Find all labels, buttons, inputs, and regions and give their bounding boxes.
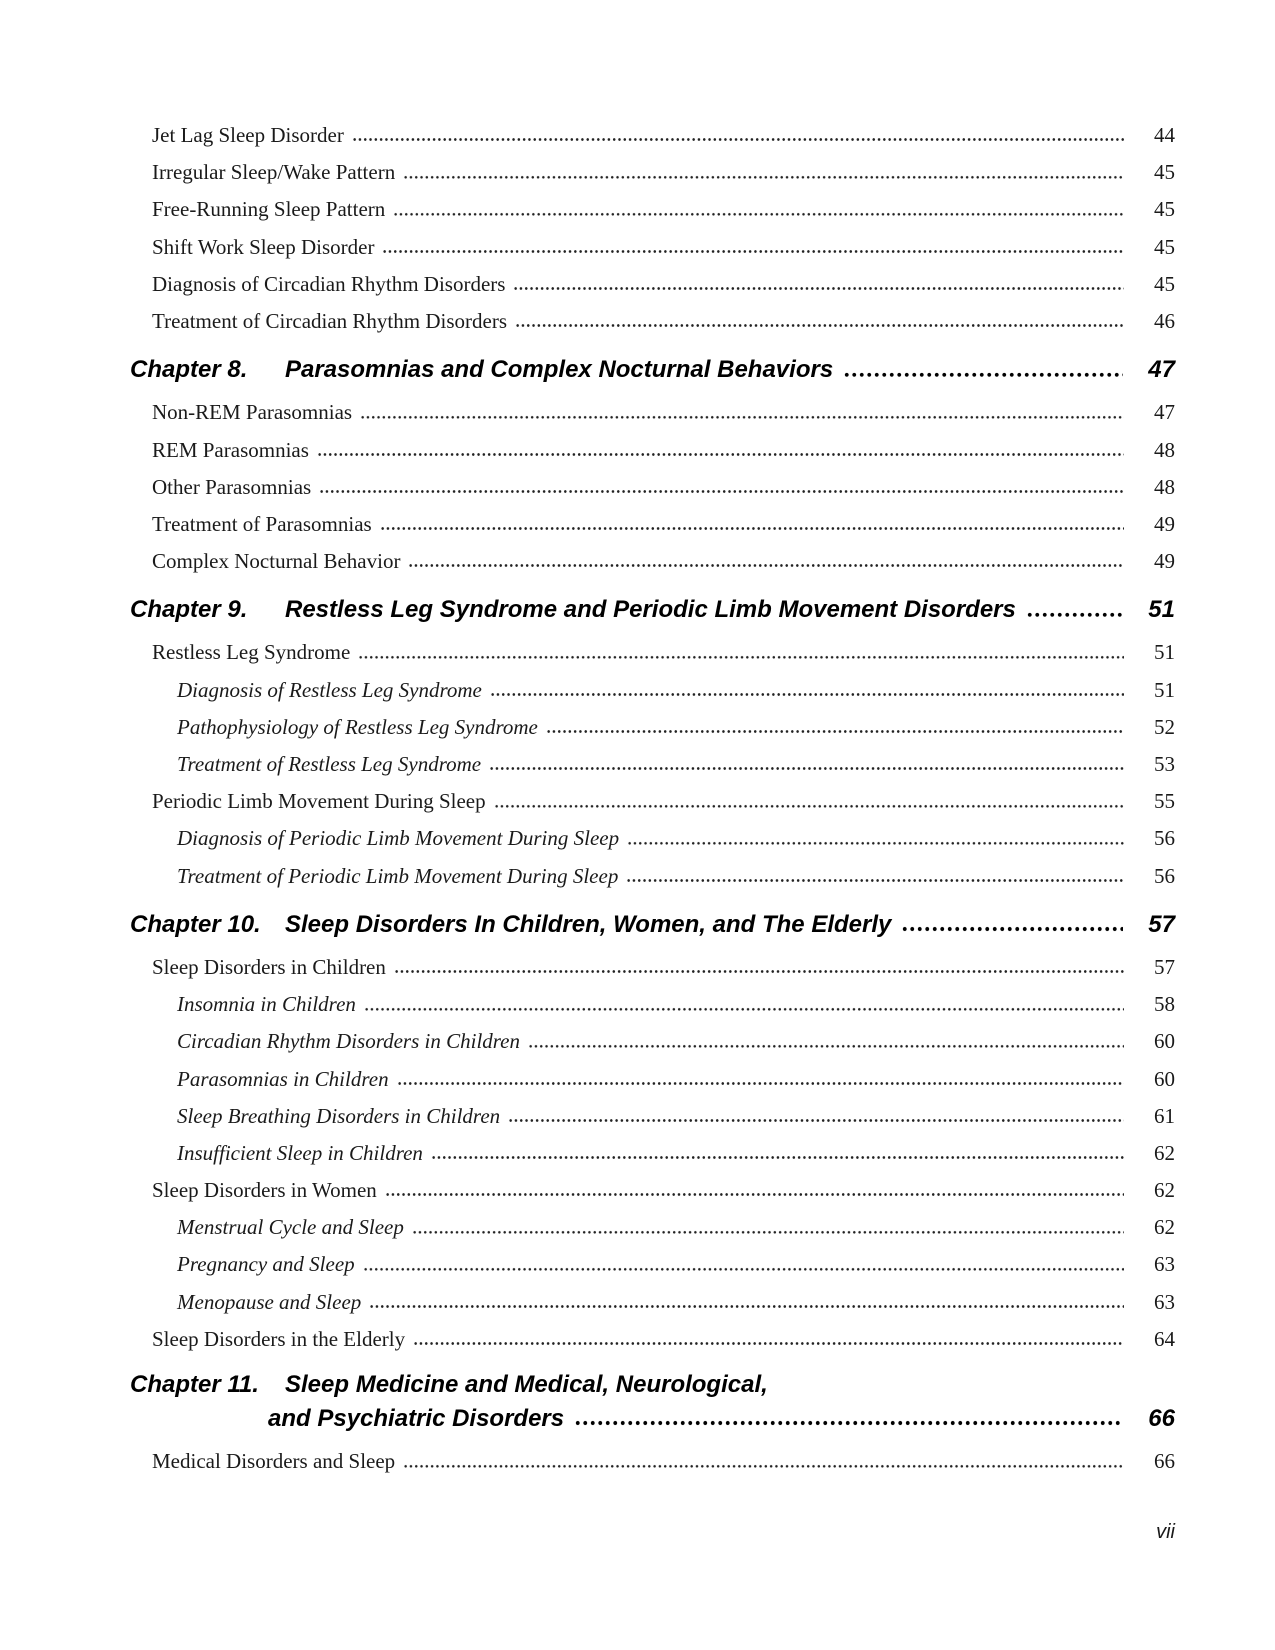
toc-entry-title: Sleep Disorders in Women	[152, 1178, 377, 1203]
toc-entry-title: Restless Leg Syndrome	[152, 640, 351, 665]
toc-page-number: 45	[1154, 197, 1175, 222]
toc-page-number: 53	[1154, 752, 1175, 776]
toc-entry-row	[130, 117, 1175, 154]
chapter-label: Chapter 10.	[130, 910, 261, 938]
dot-leader	[317, 433, 1124, 457]
toc-entry-row	[130, 986, 1175, 1023]
toc-entry-title: REM Parasomnias	[152, 437, 309, 462]
toc-entry-row	[130, 672, 1175, 709]
chapter-title: Restless Leg Syndrome and Periodic Limb Movement Disorders	[285, 596, 1016, 624]
toc-entry-row	[130, 1098, 1175, 1135]
toc-entry-row	[130, 858, 1175, 895]
dot-leader	[385, 1173, 1124, 1197]
dot-leader	[352, 118, 1124, 142]
dot-leader	[515, 304, 1124, 328]
toc-entry-title: Parasomnias in Children	[177, 1066, 389, 1091]
toc-entry-row	[130, 709, 1175, 746]
toc-page-number: 60	[1154, 1066, 1175, 1091]
dot-leader	[627, 821, 1124, 845]
dot-leader	[546, 710, 1124, 734]
toc-entry-title: Menstrual Cycle and Sleep	[177, 1215, 404, 1240]
toc-entry-title: Shift Work Sleep Disorder	[152, 234, 375, 259]
toc-entry-title: Other Parasomnias	[152, 474, 312, 499]
dot-leader	[901, 907, 1123, 932]
dot-leader	[397, 1062, 1124, 1086]
dot-leader	[408, 544, 1124, 568]
toc-entry-title: Insufficient Sleep in Children	[177, 1140, 423, 1165]
toc-page-number: 47	[1154, 400, 1175, 425]
toc-entry-row	[130, 432, 1175, 469]
dot-leader	[380, 507, 1124, 531]
toc-entry-title: Diagnosis of Circadian Rhythm Disorders	[152, 271, 506, 296]
dot-leader	[319, 470, 1124, 494]
dot-leader	[363, 1247, 1124, 1271]
dot-leader	[843, 352, 1123, 377]
dot-leader	[508, 1099, 1124, 1123]
toc-entry-row	[130, 1246, 1175, 1283]
chapter-label: Chapter 8.	[130, 356, 248, 384]
toc-entry-row	[130, 229, 1175, 266]
chapter-label: Chapter 11.	[130, 1371, 259, 1398]
toc-entry-title: Non-REM Parasomnias	[152, 400, 353, 425]
toc-entry-row	[130, 1172, 1175, 1209]
toc-page-number: 51	[1154, 677, 1175, 702]
dot-leader	[528, 1024, 1124, 1048]
dot-leader	[513, 267, 1124, 291]
toc-entry-title: Treatment of Circadian Rhythm Disorders	[152, 308, 508, 333]
dot-leader	[494, 784, 1124, 808]
toc-entry-title: Menopause and Sleep	[177, 1289, 362, 1314]
dot-leader	[403, 155, 1124, 179]
toc-entry-title: Diagnosis of Periodic Limb Movement During Sleep	[177, 826, 620, 851]
toc-entry-title: Irregular Sleep/Wake Pattern	[152, 160, 396, 185]
dot-leader	[489, 747, 1124, 771]
toc-entry-row	[130, 1209, 1175, 1246]
chapter-title-continuation: and Psychiatric Disorders	[268, 1405, 565, 1432]
toc-entry-row	[130, 1284, 1175, 1321]
toc-entry-title: Pregnancy and Sleep	[177, 1252, 355, 1277]
toc-chapter-row	[130, 1369, 1175, 1400]
toc-page-number: 51	[1154, 640, 1175, 665]
toc-entry-title: Sleep Disorders in Children	[152, 954, 386, 979]
dot-leader	[412, 1210, 1124, 1234]
toc-page-number: 64	[1154, 1326, 1175, 1351]
toc-page-number: 66	[1148, 1405, 1175, 1432]
dot-leader	[490, 673, 1124, 697]
toc-entry-row	[130, 1321, 1175, 1358]
dot-leader	[574, 1401, 1123, 1426]
toc-page-number: 57	[1154, 954, 1175, 979]
toc-page-number: 45	[1154, 271, 1175, 296]
toc-page-number: 48	[1154, 474, 1175, 499]
toc-entry-title: Insomnia in Children	[177, 992, 356, 1017]
chapter-title: Parasomnias and Complex Nocturnal Behaviors	[285, 356, 834, 384]
toc-page-number: 46	[1154, 308, 1175, 333]
dot-leader	[431, 1136, 1124, 1160]
toc-entry-row	[130, 191, 1175, 228]
toc-page-number: 52	[1154, 714, 1175, 739]
toc-entry-row	[130, 634, 1175, 671]
toc-entry-title: Periodic Limb Movement During Sleep	[152, 789, 486, 814]
toc-page-number: 58	[1154, 992, 1175, 1017]
toc-entry-row	[130, 506, 1175, 543]
toc-page-number: 62	[1154, 1215, 1175, 1240]
toc-entry-title: Complex Nocturnal Behavior	[152, 549, 401, 574]
chapter-title: Sleep Medicine and Medical, Neurological,	[285, 1371, 768, 1398]
dot-leader	[360, 395, 1124, 419]
toc-page-number: 49	[1154, 549, 1175, 574]
toc-entry-row	[130, 469, 1175, 506]
toc-chapter-row	[130, 351, 1175, 388]
toc-entry-row	[130, 1135, 1175, 1172]
toc-page-number: 44	[1154, 123, 1175, 147]
toc-page-number: 62	[1154, 1140, 1175, 1165]
toc-entry-row	[130, 746, 1175, 783]
toc-page-number: 57	[1148, 910, 1175, 938]
dot-leader	[1026, 592, 1123, 617]
folio-page-number: vii	[1156, 1521, 1175, 1543]
toc-page-number: 47	[1148, 356, 1175, 384]
toc-entry-title: Sleep Breathing Disorders in Children	[177, 1103, 501, 1128]
toc-entry-title: Sleep Disorders in the Elderly	[152, 1326, 406, 1351]
chapter-title: Sleep Disorders In Children, Women, and The Elderly	[285, 910, 892, 938]
toc-page-number: 56	[1154, 826, 1175, 851]
dot-leader	[358, 635, 1124, 659]
toc-page-number: 60	[1154, 1029, 1175, 1054]
toc-page-number: 61	[1154, 1103, 1175, 1128]
toc-entry-row	[130, 1061, 1175, 1098]
toc-chapter-row	[130, 906, 1175, 943]
toc-chapter-row	[130, 591, 1175, 628]
toc-entry-title: Treatment of Restless Leg Syndrome	[177, 752, 482, 776]
chapter-label: Chapter 9.	[130, 596, 248, 624]
dot-leader	[394, 950, 1124, 974]
toc-entry-title: Treatment of Periodic Limb Movement During Sleep	[177, 863, 619, 888]
toc-entry-row	[130, 543, 1175, 580]
toc-entry-title: Treatment of Parasomnias	[152, 511, 372, 536]
toc-entry-title: Medical Disorders and Sleep	[152, 1449, 396, 1474]
toc-page-number: 66	[1154, 1449, 1175, 1474]
toc-page-number: 51	[1148, 596, 1175, 624]
dot-leader	[364, 987, 1124, 1011]
toc-entry-title: Jet Lag Sleep Disorder	[152, 123, 344, 147]
toc-page-number: 45	[1154, 234, 1175, 259]
toc-entry-row	[130, 1443, 1175, 1480]
toc-entry-title: Free-Running Sleep Pattern	[152, 197, 386, 222]
toc-entry-row	[130, 154, 1175, 191]
toc-list	[130, 117, 1175, 1480]
toc-entry-row	[130, 303, 1175, 340]
toc-entry-row	[130, 266, 1175, 303]
dot-leader	[382, 230, 1124, 254]
toc-entry-row	[130, 820, 1175, 857]
toc-entry-title: Circadian Rhythm Disorders in Children	[177, 1029, 520, 1054]
dot-leader	[413, 1322, 1124, 1346]
toc-entry-row	[130, 394, 1175, 431]
dot-leader	[626, 859, 1124, 883]
dot-leader	[369, 1285, 1124, 1309]
dot-leader	[393, 192, 1124, 216]
toc-page-number: 48	[1154, 437, 1175, 462]
toc-page-number: 63	[1154, 1252, 1175, 1277]
toc-entry-row	[130, 949, 1175, 986]
toc-entry-title: Diagnosis of Restless Leg Syndrome	[177, 677, 482, 702]
toc-entry-row	[130, 783, 1175, 820]
toc-entry-row	[130, 1023, 1175, 1060]
toc-page-number: 63	[1154, 1289, 1175, 1314]
toc-page-number: 56	[1154, 863, 1175, 888]
toc-entry-title: Pathophysiology of Restless Leg Syndrome	[177, 714, 538, 739]
dot-leader	[403, 1444, 1124, 1468]
toc-page-number: 62	[1154, 1178, 1175, 1203]
toc-page-number: 45	[1154, 160, 1175, 185]
toc-page-number: 49	[1154, 511, 1175, 536]
toc-page-number: 55	[1154, 789, 1175, 814]
toc-chapter-row	[130, 1400, 1175, 1437]
